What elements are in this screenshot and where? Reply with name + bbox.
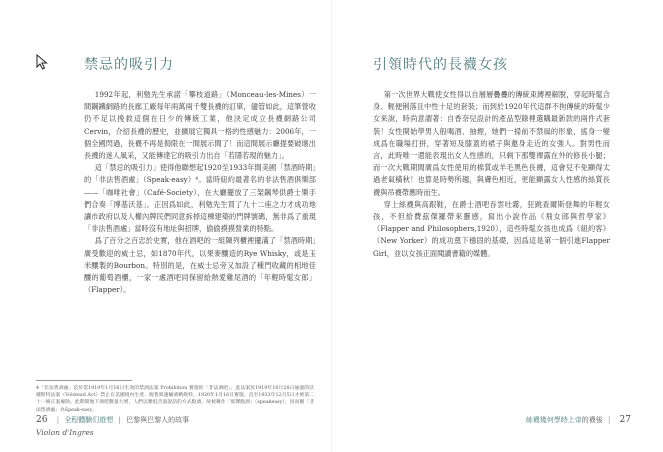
right-page-body xyxy=(373,89,610,260)
right-paragraph: 第一次世界大戰使女性得以自層層疊疊的傳統束縛裡解脫，穿起時髦合身、輕便俐落且中性十足的套裝；而到於1920年代這群不拘傳統的時髦少女來說，時尚意謂著：自香奈兒設計的產品型錄裡選購最新款的兩件式套裝！女性開始學男人般喝酒、抽煙，她們一掃前不禁風的形象，搖身一變成爲在職場打拼，穿著短及膝蓋的裙子與邀身走近的女強人。對男性而言，此時唯一還能表現出女人性感的，只剩下那雙裸露在外的修長小腿；而一次大戰期間廣爲女性使用的棉質或羊毛黑色長襪，這會兒不免顯得太過老氣橫秋！也算是時勢所趨，與膚色相近，更能顯露女人性感的絲質長襪與吊襪帶應時而生。 xyxy=(373,90,610,197)
left-page-heading: 禁忌的吸引力 xyxy=(84,57,174,73)
footer-separator: | xyxy=(56,416,60,424)
footnote: 4「非法售酒處」是於當1919年1月16日生效的禁酒法案 Prohibition 實施的「非法酒吧」。此法案於1919年10月28日通過的沃爾斯特法案（Volstead Act）禁止在美國境內生產、販售與運輸酒精飲料，1920年1月16日實施，直至1933年12月5日才被第二十一修正案廢除。此期間地下酒吧數量大增，人們以壓低音量說話的方式點酒，故被稱作「低聲點酒」（speakeasy），因而稱「非法售酒處」為Speak-easy。 xyxy=(36,386,314,413)
left-page-footer xyxy=(36,415,189,425)
brand-logo-text: Violon d'Ingres xyxy=(36,428,94,437)
left-page-body xyxy=(84,89,316,296)
footer-separator: | xyxy=(118,416,121,424)
series-label: 全程體驗幻遊想 xyxy=(64,416,114,424)
footer-separator: | xyxy=(607,416,611,424)
right-page-footer xyxy=(526,415,631,425)
left-page-number: 26 xyxy=(36,415,48,425)
footnote-rule xyxy=(36,380,132,381)
right-page-number: 27 xyxy=(619,415,631,425)
chapter-label-suffix: 的襪後 xyxy=(581,416,603,424)
book-spine xyxy=(331,0,332,452)
left-paragraph: 這「禁忌的吸引力」使得他聯想起1920至1933年間美國「禁酒時期」的「非法售酒處」（Speak-easy）⁴。當時紐約最著名的非法售酒俱樂部——「咖啡社會」（Café-Society），在大廳擺放了三架鋼琴供爵士樂手們合奏「博基沃基」。正因爲如此，利勉先生買了九十二座之力才成功地讓市政府以及人權內牌民們同意拆掉這棟建築的門牌號碼，無非爲了重現「非法售酒處」當時沒有地址與招牌，偷偷摸摸營業的特點。 xyxy=(84,163,316,234)
right-paragraph: 穿上絲襪與高跟鞋，在爵士酒吧吞雲吐霧，狂跳查爾斯登舞的年輕女孩，不但給費茲傑羅帶來靈感，寫出小說作品《飛女郎與哲學家》（Flapper and Philosophers,1920），這些時髦女孩也成爲《紐約客》（New Yorker）的成功奠下穩固的基礎，因爲這是第一個引進Flapper Girl，並以女孩正面閱讀書籍的媒體。 xyxy=(373,199,610,258)
mouse-cursor-icon xyxy=(36,54,48,70)
chapter-label: 絲襪幾何學時上帝 xyxy=(525,416,582,424)
right-page-heading: 引領時代的長襪女孩 xyxy=(373,57,508,73)
left-paragraph: 1992年起，利勉先生承諾「攀枝道路」（Monceau-les-Mines）一間鋼鐵網路的長廊工廠每年兩萬兩千雙長襪的訂單，儘管如此，這筆營收仍不足以挽救這個在日少的傳統工業，他決定成立長襪網路公司Cervin，介紹長襪的歷史，並擴展它獨具一格的性感魅力：2006年，一個全國閃過，長襪不再是侷限在一間展示間了！而這間展示廳提要破壞出長襪的迷人風采，又能傳達它的吸引力出自「若隱若現的魅力」。 xyxy=(84,90,316,161)
left-paragraph: 爲了百分之百忠於史實，他在酒吧的一組陳列櫃裡擺滿了「禁酒時期」廣受歡迎的威士忌，如1870年代，以果麥釀造的Rye Whisky，或是玉米釀製的Bourbon。特別的是，在威士忌旁又加設了種門收藏的相地佳釀的葡萄酒櫃，一家一處酒吧同保留給熱愛雞尾酒的「年輕時髦女郎」（Flapper）。 xyxy=(84,236,316,295)
book-subtitle: 巴黎與巴黎人的故事 xyxy=(126,416,190,424)
